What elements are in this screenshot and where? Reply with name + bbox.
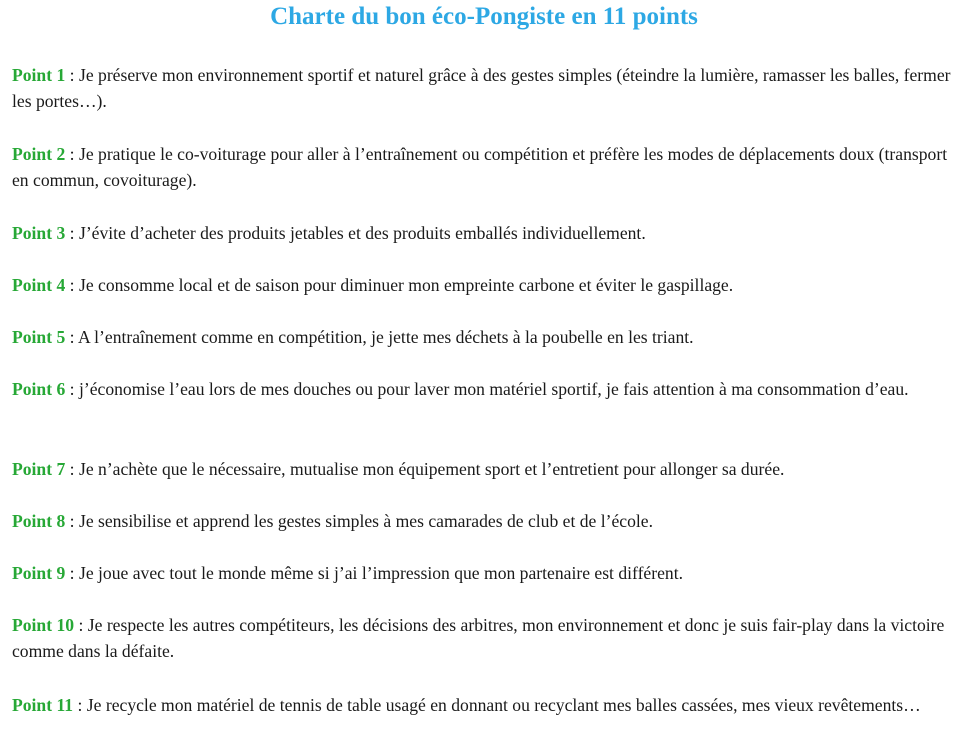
point-label: Point 3 [12, 223, 66, 243]
charter-point-1 [12, 62, 960, 114]
point-separator: : [65, 511, 79, 531]
point-label: Point 10 [12, 615, 75, 635]
point-label: Point 5 [12, 327, 66, 347]
point-text: j’économise l’eau lors de mes douches ou pour laver mon matériel sportif, je fais attention à ma consommation d’eau. [78, 379, 909, 399]
point-separator: : [73, 695, 87, 715]
point-text: Je n’achète que le nécessaire, mutualise mon équipement sport et l’entretient pour allonger sa durée. [78, 459, 785, 479]
point-separator: : [65, 144, 79, 164]
point-label: Point 7 [12, 459, 66, 479]
point-text: J’évite d’acheter des produits jetables et des produits emballés individuellement. [78, 223, 646, 243]
point-separator: : [65, 65, 79, 85]
point-label: Point 4 [12, 275, 66, 295]
charter-point-8 [12, 508, 960, 534]
point-label: Point 11 [12, 695, 74, 715]
charter-point-4 [12, 272, 960, 298]
point-label: Point 2 [12, 144, 66, 164]
point-separator: : [65, 327, 78, 347]
charter-point-6 [12, 376, 960, 402]
document-title: Charte du bon éco-Pongiste en 11 points [270, 3, 698, 30]
point-label: Point 6 [12, 379, 66, 399]
point-separator: : [65, 379, 79, 399]
point-text: Je recycle mon matériel de tennis de table usagé en donnant ou recyclant mes balles cassées, mes vieux revêtements… [86, 695, 921, 715]
charter-point-11 [12, 692, 960, 718]
charter-point-7 [12, 456, 960, 482]
point-text: Je respecte les autres compétiteurs, les décisions des arbitres, mon environnement et donc je suis fair-play dans la victoire comme dans la défaite. [12, 615, 945, 661]
point-separator: : [65, 223, 79, 243]
charter-point-2 [12, 141, 960, 193]
point-text: Je pratique le co-voiturage pour aller à l’entraînement ou compétition et préfère les modes de déplacements doux (transport en commun, covoiturage). [12, 144, 948, 190]
point-label: Point 1 [12, 65, 66, 85]
point-text: A l’entraînement comme en compétition, je jette mes déchets à la poubelle en les triant. [78, 327, 694, 347]
point-text: Je sensibilise et apprend les gestes simples à mes camarades de club et de l’école. [78, 511, 654, 531]
point-label: Point 9 [12, 563, 66, 583]
charter-point-3 [12, 220, 960, 246]
charter-point-9 [12, 560, 960, 586]
point-separator: : [74, 615, 88, 635]
charter-point-5 [12, 324, 960, 350]
point-text: Je joue avec tout le monde même si j’ai l’impression que mon partenaire est différent. [78, 563, 683, 583]
point-separator: : [65, 563, 79, 583]
charter-point-10 [12, 612, 960, 664]
point-label: Point 8 [12, 511, 66, 531]
point-text: Je préserve mon environnement sportif et naturel grâce à des gestes simples (éteindre la lumière, ramasser les balles, fermer les portes…). [12, 65, 951, 111]
point-separator: : [65, 275, 79, 295]
point-separator: : [65, 459, 79, 479]
point-text: Je consomme local et de saison pour diminuer mon empreinte carbone et éviter le gaspillage. [78, 275, 734, 295]
